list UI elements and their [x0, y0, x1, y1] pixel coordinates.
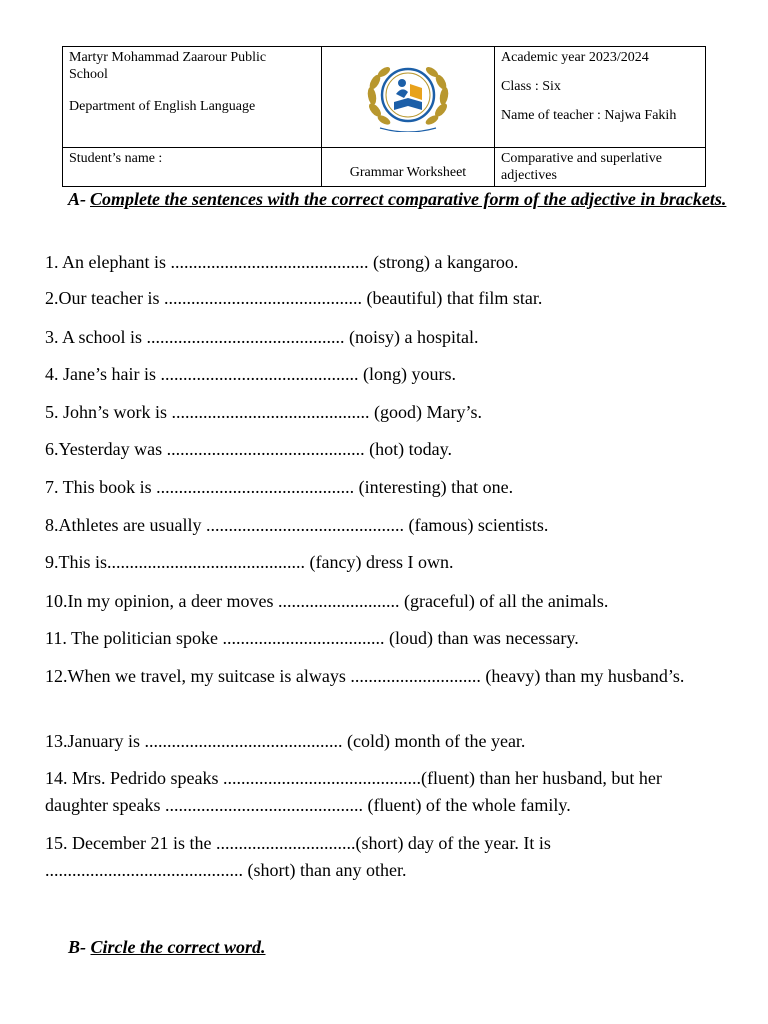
question-15[interactable]: 15. December 21 is the ...............................(short) day of the year. It is ............................................ (short) than any other.: [45, 833, 551, 880]
question-10[interactable]: 10.In my opinion, a deer moves ........................... (graceful) of all the animals.: [45, 591, 609, 611]
department-name: Department of English Language: [69, 99, 256, 114]
header-table: [62, 46, 706, 187]
school-name-line2: School: [69, 67, 108, 82]
question-4[interactable]: 4. Jane’s hair is ............................................ (long) yours.: [45, 364, 456, 384]
section-a-instruction: Complete the sentences with the correct comparative form of the adjective in brackets.: [90, 189, 727, 209]
question-3[interactable]: 3. A school is ............................................ (noisy) a hospital.: [45, 327, 479, 347]
question-8[interactable]: 8.Athletes are usually ............................................ (famous) scientists.: [45, 515, 549, 535]
question-2[interactable]: 2.Our teacher is ............................................ (beautiful) that film star.: [45, 288, 543, 308]
topic-line2: adjectives: [501, 168, 557, 183]
question-9[interactable]: 9.This is............................................ (fancy) dress I own.: [45, 552, 454, 572]
school-logo: [358, 58, 458, 132]
teacher-name: Name of teacher : Najwa Fakih: [501, 108, 677, 123]
topic-cell: [495, 148, 706, 187]
logo-cell: [322, 47, 495, 148]
question-7[interactable]: 7. This book is ............................................ (interesting) that one.: [45, 477, 514, 497]
student-name-label: Student’s name :: [69, 151, 163, 166]
question-11[interactable]: 11. The politician spoke .................................... (loud) than was necessary.: [45, 628, 579, 648]
question-13[interactable]: 13.January is ............................................ (cold) month of the year.: [45, 731, 526, 751]
section-a-letter: A-: [68, 189, 86, 209]
academic-year: Academic year 2023/2024: [501, 50, 649, 65]
section-b-letter: B-: [68, 937, 86, 957]
topic-line1: Comparative and superlative: [501, 151, 662, 166]
section-b-heading: [68, 934, 265, 961]
section-a-heading: [68, 186, 728, 213]
school-name-line1: Martyr Mohammad Zaarour Public: [69, 50, 267, 65]
worksheet-title: Grammar Worksheet: [349, 165, 467, 180]
school-info-cell: [63, 47, 322, 148]
question-12[interactable]: 12.When we travel, my suitcase is always ............................. (heavy) than my husband’s.: [45, 666, 685, 686]
worksheet-title-cell: [322, 148, 495, 187]
class-info-cell: [495, 47, 706, 148]
question-6[interactable]: 6.Yesterday was ............................................ (hot) today.: [45, 439, 452, 459]
question-14[interactable]: 14. Mrs. Pedrido speaks ............................................(fluent) than her husband, but her daughter speaks ............................................ (fluent) of the whole family.: [45, 768, 662, 815]
section-b-instruction: Circle the correct word.: [90, 937, 266, 957]
student-name-cell[interactable]: [63, 148, 322, 187]
question-1[interactable]: 1. An elephant is ............................................ (strong) a kangaroo.: [45, 252, 519, 272]
question-5[interactable]: 5. John’s work is ............................................ (good) Mary’s.: [45, 402, 482, 422]
class-label: Class : Six: [501, 79, 561, 94]
